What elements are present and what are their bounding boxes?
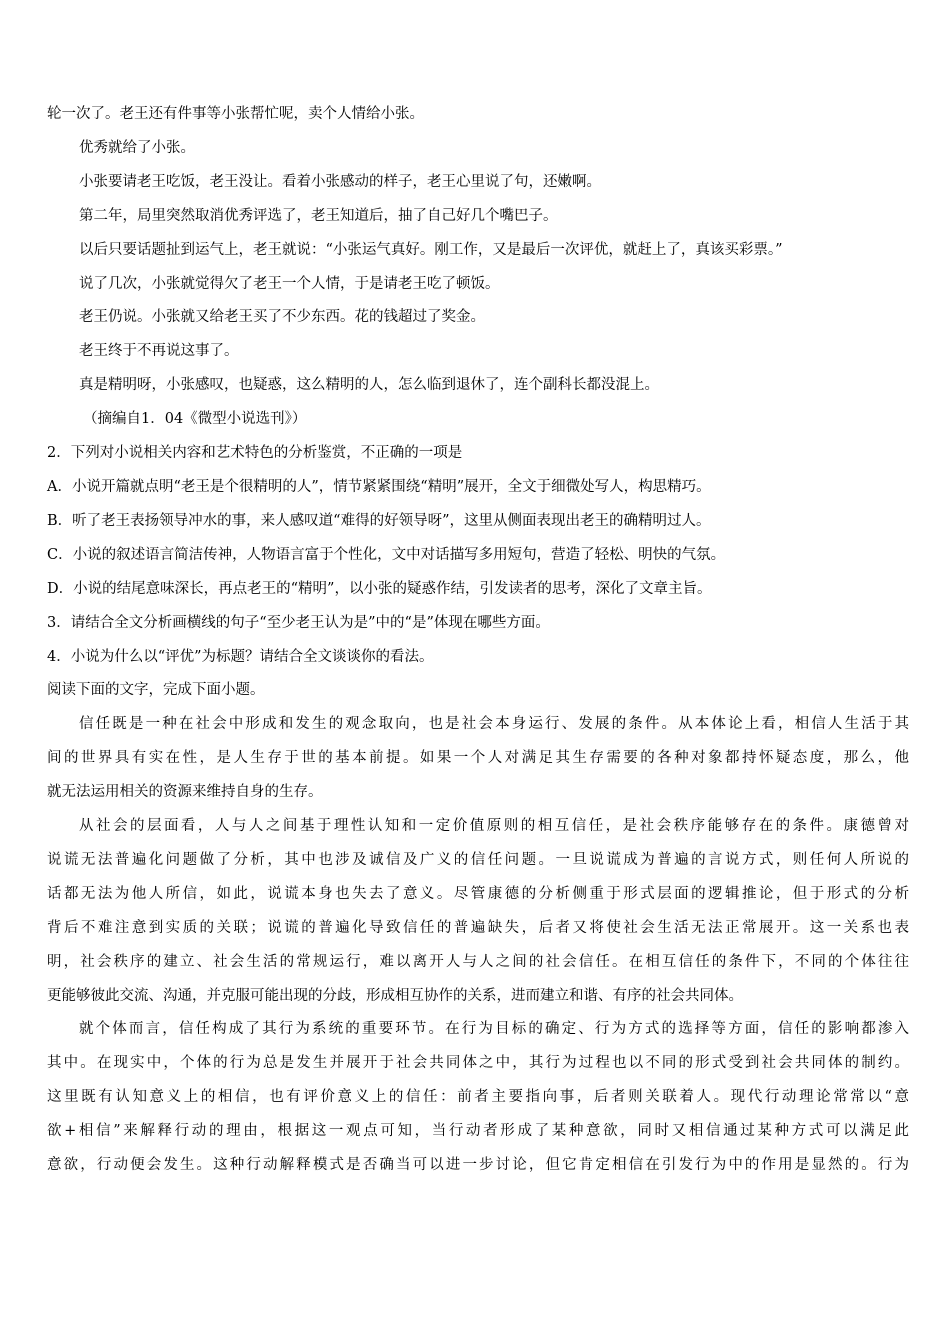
paragraph-2-line: 明，社会秩序的建立、社会生活的常规运行，难以离开人与人之间的社会信任。在相互信任的条件下，不同的个体往往	[47, 953, 909, 970]
reading-intro: 阅读下面的文字，完成下面小题。	[47, 682, 265, 699]
option-c: C．小说的叙述语言简洁传神，人物语言富于个性化，文中对话描写多用短句，营造了轻松、明快的气氛。	[47, 546, 726, 563]
paragraph-3-line: 其中。在现实中，个体的行为总是发生并展开于社会共同体之中，其行为过程也以不同的形式受到社会共同体的制约。	[47, 1055, 909, 1072]
paragraph-3-line: 这里既有认知意义上的相信，也有评价意义上的信任：前者主要指向事，后者则关联着人。现代行动理论常常以“意	[47, 1089, 909, 1106]
paragraph-1-line: 间的世界具有实在性，是人生存于世的基本前提。如果一个人对满足其生存需要的各种对象都持怀疑态度，那么，他	[47, 750, 909, 767]
question-4: 4．小说为什么以“评优”为标题？请结合全文谈谈你的看法。	[47, 648, 434, 665]
paragraph-2-line: 说谎无法普遍化问题做了分析，其中也涉及诚信及广义的信任问题。一旦说谎成为普遍的言说方式，则任何人所说的	[47, 851, 909, 868]
story-line: 真是精明呀，小张感叹，也疑惑，这么精明的人，怎么临到退休了，连个副科长都没混上。	[79, 377, 659, 394]
question-2: 2．下列对小说相关内容和艺术特色的分析鉴赏，不正确的一项是	[47, 445, 463, 462]
document-page	[47, 98, 909, 1183]
option-d: D．小说的结尾意味深长，再点老王的“精明”，以小张的疑惑作结，引发读者的思考，深化了文章主旨。	[47, 580, 712, 597]
story-line: 小张要请老王吃饭，老王没让。看着小张感动的样子，老王心里说了句，还嫩啊。	[79, 173, 601, 190]
paragraph-3-line: 欲+相信”来解释行动的理由，根据这一观点可知，当行动者形成了某种意欲，同时又相信通过某种方式可以满足此	[47, 1123, 909, 1140]
story-line: 第二年，局里突然取消优秀评选了，老王知道后，抽了自己好几个嘴巴子。	[79, 207, 558, 224]
paragraph-3-line: 就个体而言，信任构成了其行为系统的重要环节。在行为目标的确定、行为方式的选择等方面，信任的影响都渗入	[79, 1021, 909, 1038]
paragraph-2-line: 话都无法为他人所信，如此，说谎本身也失去了意义。尽管康德的分析侧重于形式层面的逻辑推论，但于形式的分析	[47, 885, 909, 902]
paragraph-1-line: 就无法运用相关的资源来维持自身的生存。	[47, 784, 323, 801]
paragraph-1-line: 信任既是一种在社会中形成和发生的观念取向，也是社会本身运行、发展的条件。从本体论上看，相信人生活于其	[79, 716, 909, 733]
paragraph-2-line: 背后不难注意到实质的关联；说谎的普遍化导致信任的普遍缺失，后者又将使社会生活无法正常展开。这一关系也表	[47, 919, 909, 936]
paragraph-3-line: 意欲，行动便会发生。这种行动解释模式是否确当可以进一步讨论，但它肯定相信在引发行为中的作用是显然的。行为	[47, 1157, 909, 1174]
story-line: 老王仍说。小张就又给老王买了不少东西。花的钱超过了奖金。	[79, 309, 485, 326]
story-line: 轮一次了。老王还有件事等小张帮忙呢，卖个人情给小张。	[47, 106, 424, 122]
story-line: 以后只要话题扯到运气上，老王就说：“小张运气真好。刚工作，又是最后一次评优，就赶上了，真该买彩票。”	[79, 241, 783, 258]
story-source: （摘编自1．04《微型小说选刊》）	[83, 411, 307, 428]
paragraph-2-line: 从社会的层面看，人与人之间基于理性认知和一定价值原则的相互信任，是社会秩序能够存在的条件。康德曾对	[79, 818, 909, 835]
story-line: 老王终于不再说这事了。	[79, 343, 239, 360]
story-line: 说了几次，小张就觉得欠了老王一个人情，于是请老王吃了顿饭。	[79, 275, 500, 292]
story-line: 优秀就给了小张。	[79, 139, 195, 156]
option-a: A．小说开篇就点明“老王是个很精明的人”，情节紧紧围绕“精明”展开，全文于细微处写人，构思精巧。	[47, 478, 711, 495]
question-3: 3．请结合全文分析画横线的句子“至少老王认为是”中的“是”体现在哪些方面。	[47, 614, 550, 631]
option-b: B．听了老王表扬领导冲水的事，来人感叹道“难得的好领导呀”，这里从侧面表现出老王的确精明过人。	[47, 512, 711, 529]
paragraph-2-line: 更能够彼此交流、沟通，并克服可能出现的分歧，形成相互协作的关系，进而建立和谐、有序的社会共同体。	[47, 987, 743, 1004]
